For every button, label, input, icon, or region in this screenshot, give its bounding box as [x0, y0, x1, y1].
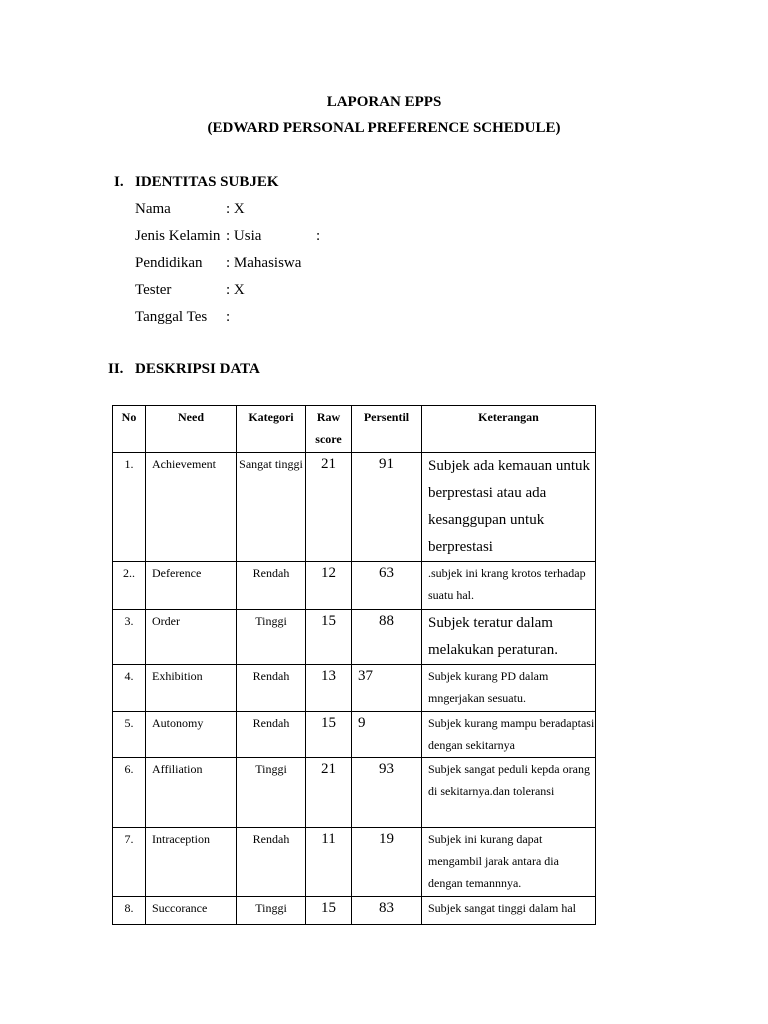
cell-keterangan: .subjek ini krang krotos terhadap suatu hal. — [422, 562, 596, 610]
cell-need: Affiliation — [146, 758, 237, 828]
cell-no: 8. — [113, 897, 146, 925]
cell-kategori: Tinggi — [237, 897, 306, 925]
field-label: Tester — [135, 282, 172, 298]
cell-keterangan: Subjek kurang PD dalam mngerjakan sesuatu. — [422, 665, 596, 712]
table-row — [113, 453, 596, 562]
field-value: : Mahasiswa — [226, 255, 302, 271]
cell-keterangan: Subjek ini kurang dapat mengambil jarak antara dia dengan temannnya. — [422, 828, 596, 897]
report-title: LAPORAN EPPS — [326, 94, 442, 110]
header-keterangan: Keterangan — [422, 406, 596, 453]
cell-kategori: Rendah — [237, 665, 306, 712]
cell-persentil: 37 — [352, 665, 422, 712]
cell-no: 1. — [113, 453, 146, 562]
cell-raw-score: 13 — [306, 665, 352, 712]
table-header-row — [113, 406, 596, 453]
cell-need: Exhibition — [146, 665, 237, 712]
field-value: : X — [226, 282, 245, 298]
cell-raw-score: 12 — [306, 562, 352, 610]
cell-keterangan: Subjek ada kemauan untuk berprestasi atau ada kesanggupan untuk berprestasi — [422, 453, 596, 562]
field-value: : — [226, 309, 231, 325]
section-title: IDENTITAS SUBJEK — [135, 174, 279, 190]
cell-no: 5. — [113, 712, 146, 758]
field-value: : Usia — [226, 228, 262, 244]
cell-no: 3. — [113, 610, 146, 665]
table-row — [113, 712, 596, 758]
section-number: II. — [108, 361, 124, 377]
field-label: Pendidikan — [135, 255, 203, 271]
cell-persentil: 91 — [352, 453, 422, 562]
cell-raw-score: 21 — [306, 453, 352, 562]
header-raw-line1: Raw — [316, 410, 341, 424]
cell-persentil: 93 — [352, 758, 422, 828]
cell-raw-score: 15 — [306, 610, 352, 665]
cell-persentil: 63 — [352, 562, 422, 610]
field-value: : X — [226, 201, 245, 217]
cell-keterangan: Subjek kurang mampu beradaptasi dengan sekitarnya — [422, 712, 596, 758]
cell-persentil: 19 — [352, 828, 422, 897]
table-row — [113, 897, 596, 925]
cell-persentil: 9 — [352, 712, 422, 758]
section-identitas-heading — [114, 174, 414, 194]
header-raw-line2: score — [315, 432, 342, 446]
cell-kategori: Rendah — [237, 562, 306, 610]
cell-keterangan: Subjek sangat tinggi dalam hal — [422, 897, 596, 925]
cell-persentil: 88 — [352, 610, 422, 665]
cell-kategori: Tinggi — [237, 610, 306, 665]
cell-kategori: Rendah — [237, 712, 306, 758]
cell-need: Deference — [146, 562, 237, 610]
field-usia-value: : — [316, 228, 321, 244]
header-persentil: Persentil — [352, 406, 422, 453]
header-raw-score — [306, 406, 352, 453]
field-label: Jenis Kelamin — [135, 228, 221, 244]
cell-no: 4. — [113, 665, 146, 712]
cell-raw-score: 15 — [306, 712, 352, 758]
table-row — [113, 758, 596, 828]
cell-kategori: Sangat tinggi — [237, 453, 306, 562]
cell-need: Order — [146, 610, 237, 665]
cell-keterangan: Subjek teratur dalam melakukan peraturan. — [422, 610, 596, 665]
header-no: No — [113, 406, 146, 453]
cell-need: Succorance — [146, 897, 237, 925]
report-subtitle: (EDWARD PERSONAL PREFERENCE SCHEDULE) — [207, 120, 561, 136]
cell-need: Achievement — [146, 453, 237, 562]
cell-raw-score: 21 — [306, 758, 352, 828]
cell-no: 7. — [113, 828, 146, 897]
cell-persentil: 83 — [352, 897, 422, 925]
cell-need: Autonomy — [146, 712, 237, 758]
cell-no: 2.. — [113, 562, 146, 610]
cell-raw-score: 15 — [306, 897, 352, 925]
cell-need: Intraception — [146, 828, 237, 897]
header-kategori: Kategori — [237, 406, 306, 453]
cell-no: 6. — [113, 758, 146, 828]
table-row — [113, 665, 596, 712]
field-label: Tanggal Tes — [135, 309, 208, 325]
field-label: Nama — [135, 201, 171, 217]
data-table — [112, 405, 596, 925]
cell-kategori: Tinggi — [237, 758, 306, 828]
section-title: DESKRIPSI DATA — [135, 361, 260, 377]
section-number: I. — [114, 174, 124, 190]
header-need: Need — [146, 406, 237, 453]
table-row — [113, 828, 596, 897]
cell-raw-score: 11 — [306, 828, 352, 897]
table-row — [113, 610, 596, 665]
section-deskripsi-heading — [108, 361, 408, 381]
table-row — [113, 562, 596, 610]
cell-keterangan: Subjek sangat peduli kepda orang di sekitarnya.dan toleransi — [422, 758, 596, 828]
cell-kategori: Rendah — [237, 828, 306, 897]
